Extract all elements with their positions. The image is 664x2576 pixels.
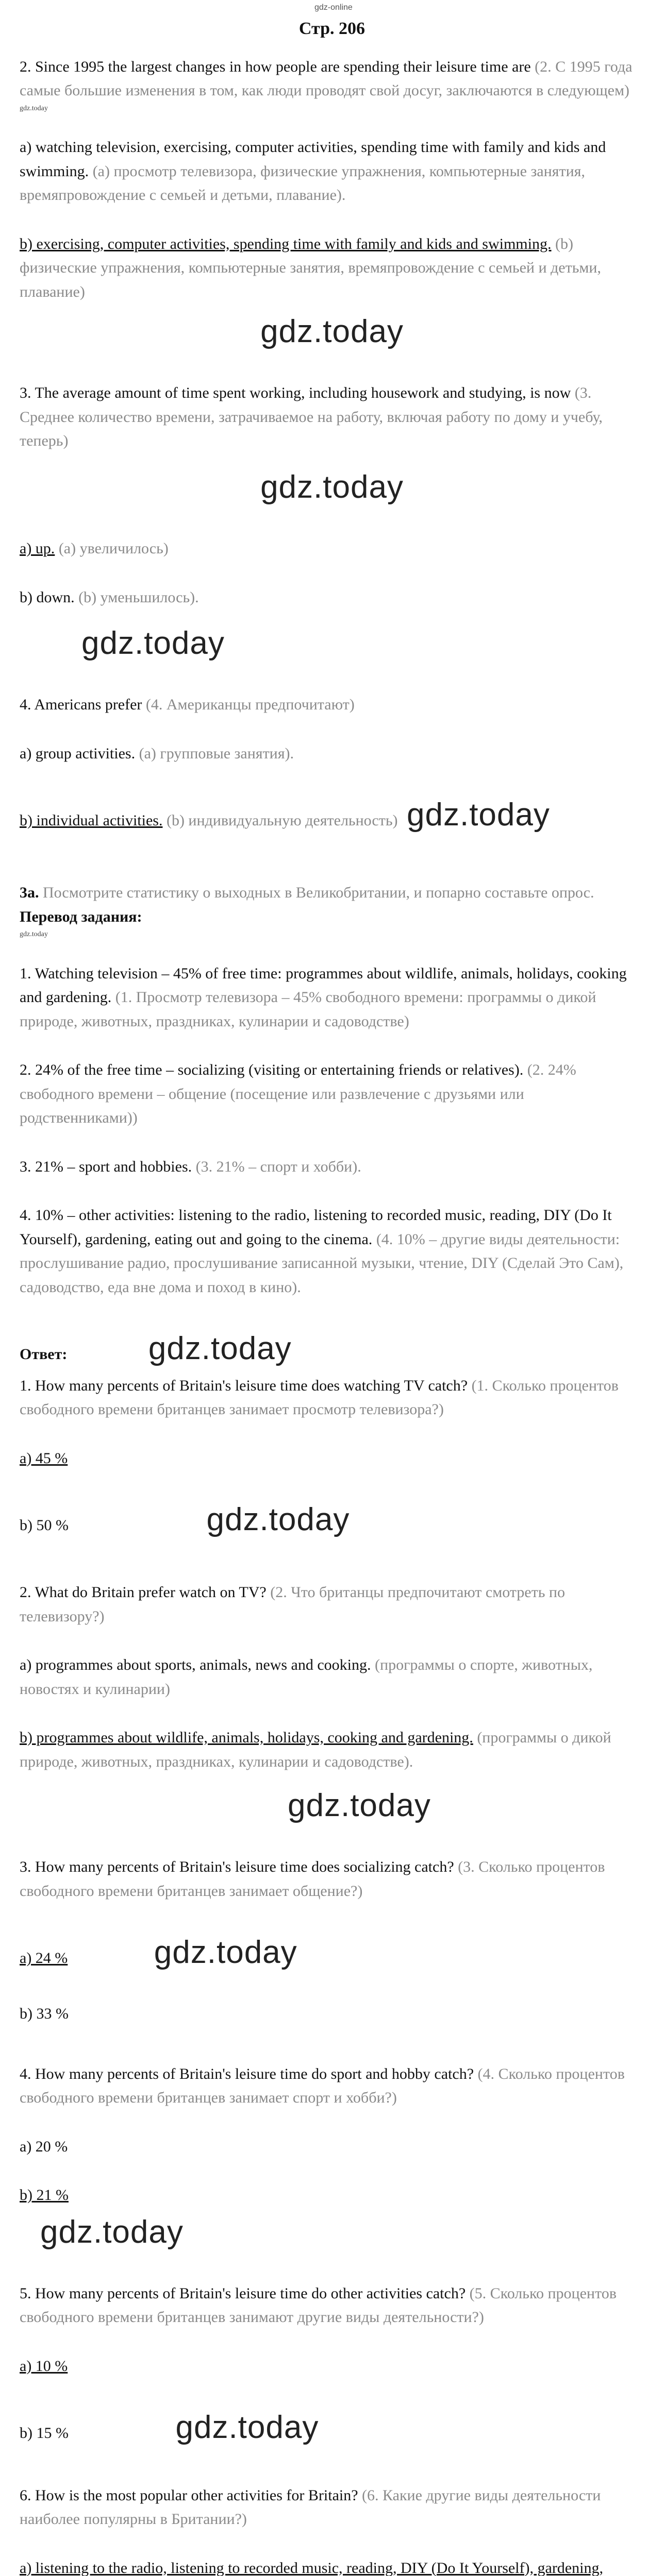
correct-answer: a) 10 % bbox=[20, 2357, 68, 2375]
section-number: 3a. bbox=[20, 884, 39, 902]
survey-question-3: 3. How many percents of Britain's leisure time does socializing catch? (3. Сколько процентов свободного времени британцев занимает общение?) bbox=[20, 1858, 605, 1900]
section-intro: Посмотрите статистику о выходных в Великобритании, и попарно составьте опрос. bbox=[43, 884, 594, 902]
question-2-text: 2. Since 1995 the largest changes in how people are spending their leisure time are (2. С 1995 года самые большие изменения в том, как люди проводят свой досуг, заключаются в следующем) bbox=[20, 58, 633, 99]
survey-4-option-b bbox=[20, 2183, 644, 2257]
survey-question-4: 4. How many percents of Britain's leisure time do sport and hobby catch? (4. Сколько процентов свободного времени британцев занимает спорт и хобби?) bbox=[20, 2065, 625, 2107]
watermark: gdz.today bbox=[260, 314, 404, 350]
survey-question-2: 2. What do Britain prefer watch on TV? (2. Что британцы предпочитают смотреть по телевизору?) bbox=[20, 1584, 565, 1625]
question-2-option-a: a) watching television, exercising, computer activities, spending time with family and kids and swimming. (a) просмотр телевизора, физические упражнения, компьютерные занятия, времяпровождение с семьей и детьми, плавание). bbox=[20, 139, 606, 204]
watermark: gdz.today bbox=[206, 1502, 350, 1538]
stat-item-3: 3. 21% – sport and hobbies. (3. 21% – спорт и хобби). bbox=[20, 1158, 361, 1175]
watermark: gdz.today bbox=[20, 930, 48, 939]
watermark: gdz.today bbox=[20, 104, 48, 112]
survey-question-1: 1. How many percents of Britain's leisure time does watching TV catch? (1. Сколько процентов свободного времени британцев занимает просмотр телевизора?) bbox=[20, 1377, 619, 1418]
watermark: gdz.today bbox=[40, 2214, 184, 2250]
survey-3-option-b: b) 33 % bbox=[20, 2005, 69, 2023]
question-4: 4. Americans prefer (4. Американцы предпочитают) bbox=[20, 696, 355, 714]
answer-section bbox=[20, 1324, 644, 1421]
top-watermark: gdz-online bbox=[314, 3, 353, 12]
correct-answer: a) listening to the radio, listening to recorded music, reading, DIY (Do It Yourself), gardening, bbox=[20, 2559, 603, 2576]
correct-answer: b) individual activities. bbox=[20, 812, 163, 829]
survey-1-option-b: b) 50 % gdz.today bbox=[20, 1502, 350, 1538]
watermark: gdz.today bbox=[175, 2410, 319, 2446]
translation-heading: Перевод задания: bbox=[20, 908, 142, 925]
question-2-option-b: b) exercising, computer activities, spending time with family and kids and swimming. (b) физические упражнения, компьютерные занятия, времяпровождение с семьей и детьми, плавание) gdz.today bbox=[20, 235, 601, 350]
question-3-option-a: a) up. (a) увеличилось) bbox=[20, 540, 169, 557]
answer-heading: Ответ: bbox=[20, 1346, 68, 1363]
watermark: gdz.today bbox=[407, 797, 550, 833]
survey-6-option-a bbox=[20, 2556, 644, 2576]
stat-item-4: 4. 10% – other activities: listening to the radio, listening to recorded music, reading, DIY (Do It Yourself), gardening, eating out and going to the cinema. (4. 10% – другие виды деятельности: прослушивание радио, прослушивание записанной музыки, чтение, DIY (Сделай Это Сам), садоводство, еда вне дома и поход в кино). bbox=[20, 1207, 624, 1296]
survey-1-option-a bbox=[20, 1447, 644, 1471]
page-content bbox=[20, 0, 644, 2576]
watermark: gdz.today bbox=[260, 469, 404, 505]
watermark: gdz.today bbox=[154, 1935, 297, 1971]
question-4-option-b: b) individual activities. (b) индивидуальную деятельность) gdz.today bbox=[20, 797, 550, 833]
survey-5-option-a bbox=[20, 2354, 644, 2379]
survey-5-option-b: b) 15 % gdz.today bbox=[20, 2410, 319, 2446]
survey-question-6: 6. How is the most popular other activities for Britain? (6. Какие другие виды деятельности наиболее популярны в Британии?) bbox=[20, 2486, 601, 2528]
survey-question-5: 5. How many percents of Britain's leisure time do other activities catch? (5. Сколько процентов свободного времени британцев занимают другие виды деятельности?) bbox=[20, 2284, 617, 2326]
watermark: gdz.today bbox=[81, 625, 225, 662]
question-2 bbox=[20, 55, 644, 114]
question-3-option-b: b) down. (b) уменьшилось). gdz.today bbox=[20, 588, 225, 662]
page-title: Стр. 206 bbox=[298, 19, 366, 38]
question-2-translation: (2. С 1995 года самые большие изменения в том, как люди проводят свой досуг, заключаются в следующем) bbox=[20, 58, 633, 99]
survey-2-option-a: a) programmes about sports, animals, news and cooking. (программы о спорте, животных, новостях и кулинарии) bbox=[20, 1656, 593, 1698]
survey-2-option-b: b) programmes about wildlife, animals, holidays, cooking and gardening. (программы о дикой природе, животных, праздниках, кулинарии и садоводстве). gdz.today bbox=[20, 1729, 611, 1824]
correct-answer: b) 21 % bbox=[20, 2187, 69, 2204]
correct-answer: a) 45 % bbox=[20, 1449, 68, 1467]
correct-answer: b) exercising, computer activities, spending time with family and kids and swimming. bbox=[20, 235, 552, 252]
watermark: gdz.today bbox=[148, 1331, 292, 1367]
stat-item-1: 1. Watching television – 45% of free time: programmes about wildlife, animals, holidays, cooking and gardening. (1. Просмотр телевизора – 45% свободного времени: программы о дикой природе, животных, праздниках, кулинарии и садоводстве) bbox=[20, 964, 627, 1030]
survey-4-option-a: a) 20 % bbox=[20, 2138, 68, 2155]
question-3: 3. The average amount of time spent working, including housework and studying, is now (3. Среднее количество времени, затрачиваемое на работу, включая работу по дому и учебу, теперь) gdz.today bbox=[20, 384, 603, 505]
stat-item-2: 2. 24% of the free time – socializing (visiting or entertaining friends or relatives). (2. 24% свободного времени – общение (посещение или развлечение с друзьями или родственниками)) bbox=[20, 1061, 576, 1127]
survey-3-option-a bbox=[20, 1928, 644, 1977]
correct-answer: a) 24 % bbox=[20, 1950, 68, 1967]
watermark: gdz.today bbox=[288, 1788, 431, 1824]
question-4-option-a: a) group activities. (a) групповые занятия). bbox=[20, 744, 294, 762]
section-3a bbox=[20, 881, 644, 940]
correct-answer: b) programmes about wildlife, animals, holidays, cooking and gardening. bbox=[20, 1729, 473, 1747]
correct-answer: a) up. bbox=[20, 540, 55, 557]
